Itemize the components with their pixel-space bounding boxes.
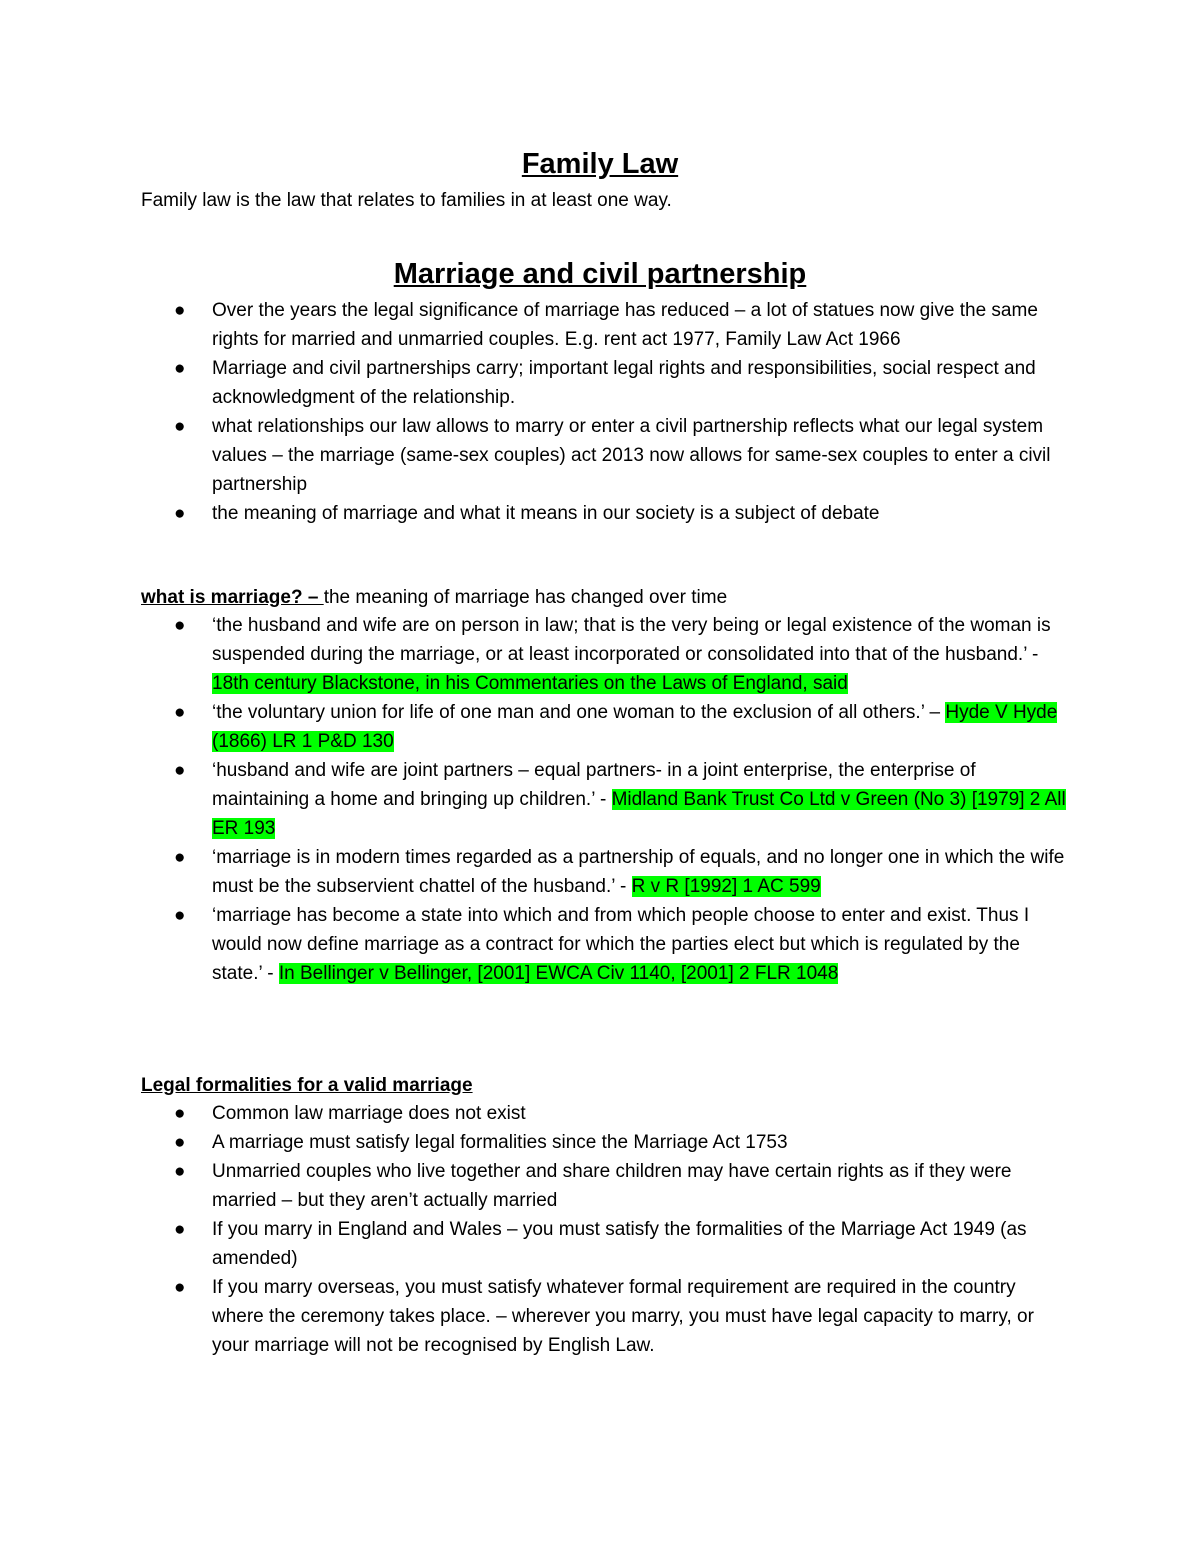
bullet-icon: ●	[174, 615, 186, 636]
bullet-icon: ●	[174, 760, 186, 781]
legal-formalities-heading	[141, 1071, 473, 1100]
what-is-marriage-heading	[141, 583, 727, 612]
case-citation: 18th century Blackstone, in his Commentaries on the Laws of England, said	[212, 673, 848, 694]
list-item	[141, 698, 1066, 756]
list-item	[141, 354, 1066, 412]
bullet-icon: ●	[174, 1132, 186, 1153]
quote-text: ‘the husband and wife are on person in law; that is the very being or legal existence of the woman is suspended during the marriage, or at least incorporated or consolidated into that of the husband.’ -	[212, 615, 1051, 665]
heading-label: what is marriage? –	[141, 587, 324, 608]
bullet-icon: ●	[174, 358, 186, 379]
bullet-icon: ●	[174, 1219, 186, 1240]
list-item	[141, 1099, 1066, 1128]
bullet-icon: ●	[174, 1277, 186, 1298]
bullet-icon: ●	[174, 416, 186, 437]
quote-text: ‘marriage has become a state into which and from which people choose to enter and exist. Thus I would now define marriage as a contract for which the parties elect but which is regulated by the state.’ -	[212, 905, 1030, 984]
quote-text: ‘marriage is in modern times regarded as a partnership of equals, and no longer one in which the wife must be the subservient chattel of the husband.’ -	[212, 847, 1065, 897]
intro-paragraph: Family law is the law that relates to families in at least one way.	[141, 190, 672, 211]
bullet-icon: ●	[174, 300, 186, 321]
case-citation: R v R [1992] 1 AC 599	[631, 876, 821, 897]
bullet-icon: ●	[174, 702, 186, 723]
list-item-text: If you marry in England and Wales – you must satisfy the formalities of the Marriage Act 1949 (as amended)	[212, 1219, 1027, 1269]
section-title-marriage: Marriage and civil partnership	[393, 258, 807, 290]
quote-text: ‘the voluntary union for life of one man and one woman to the exclusion of all others.’ –	[212, 702, 946, 723]
quote-text: ‘husband and wife are joint partners – equal partners- in a joint enterprise, the enterprise of maintaining a home and bringing up children.’ -	[212, 760, 976, 810]
list-item	[141, 1128, 1066, 1157]
list-item	[141, 296, 1066, 354]
definitions-list	[141, 611, 1066, 988]
list-item-text: Unmarried couples who live together and share children may have certain rights as if they were married – but they aren’t actually married	[212, 1161, 1012, 1211]
list-item	[141, 1273, 1066, 1360]
bullet-icon: ●	[174, 1161, 186, 1182]
list-item	[141, 901, 1066, 988]
case-citation: Hyde V Hyde (1866) LR 1 P&D 130	[212, 702, 1058, 752]
list-item	[141, 1215, 1066, 1273]
bullet-icon: ●	[174, 503, 186, 524]
list-item-text: If you marry overseas, you must satisfy whatever formal requirement are required in the country where the ceremony takes place. – wherever you marry, you must have legal capacity to marry, or your marriage will not be recognised by English Law.	[212, 1277, 1034, 1356]
list-item	[141, 1157, 1066, 1215]
list-item	[141, 499, 1066, 528]
case-citation: Midland Bank Trust Co Ltd v Green (No 3) [1979] 2 All ER 193	[212, 789, 1066, 839]
list-item-text: Marriage and civil partnerships carry; important legal rights and responsibilities, social respect and acknowledgment of the relationship.	[212, 358, 1036, 408]
list-item	[141, 756, 1066, 843]
bullet-icon: ●	[174, 905, 186, 926]
list-item-text: Common law marriage does not exist	[212, 1103, 526, 1124]
list-item	[141, 611, 1066, 698]
list-item	[141, 843, 1066, 901]
list-item-text: the meaning of marriage and what it means in our society is a subject of debate	[212, 503, 880, 524]
list-item-text: A marriage must satisfy legal formalities since the Marriage Act 1753	[212, 1132, 788, 1153]
formalities-list	[141, 1099, 1066, 1360]
bullet-icon: ●	[174, 847, 186, 868]
list-item	[141, 412, 1066, 499]
heading-label: Legal formalities for a valid marriage	[141, 1075, 473, 1096]
bullet-icon: ●	[174, 1103, 186, 1124]
page-title: Family Law	[521, 148, 679, 180]
case-citation: In Bellinger v Bellinger, [2001] EWCA Civ 1140, [2001] 2 FLR 1048	[278, 963, 839, 984]
heading-rest: the meaning of marriage has changed over time	[323, 587, 728, 608]
marriage-bullet-list	[141, 296, 1066, 528]
list-item-text: what relationships our law allows to marry or enter a civil partnership reflects what our legal system values – the marriage (same-sex couples) act 2013 now allows for same-sex couples to enter a civil partnership	[212, 416, 1051, 495]
list-item-text: Over the years the legal significance of marriage has reduced – a lot of statues now give the same rights for married and unmarried couples. E.g. rent act 1977, Family Law Act 1966	[212, 300, 1038, 350]
